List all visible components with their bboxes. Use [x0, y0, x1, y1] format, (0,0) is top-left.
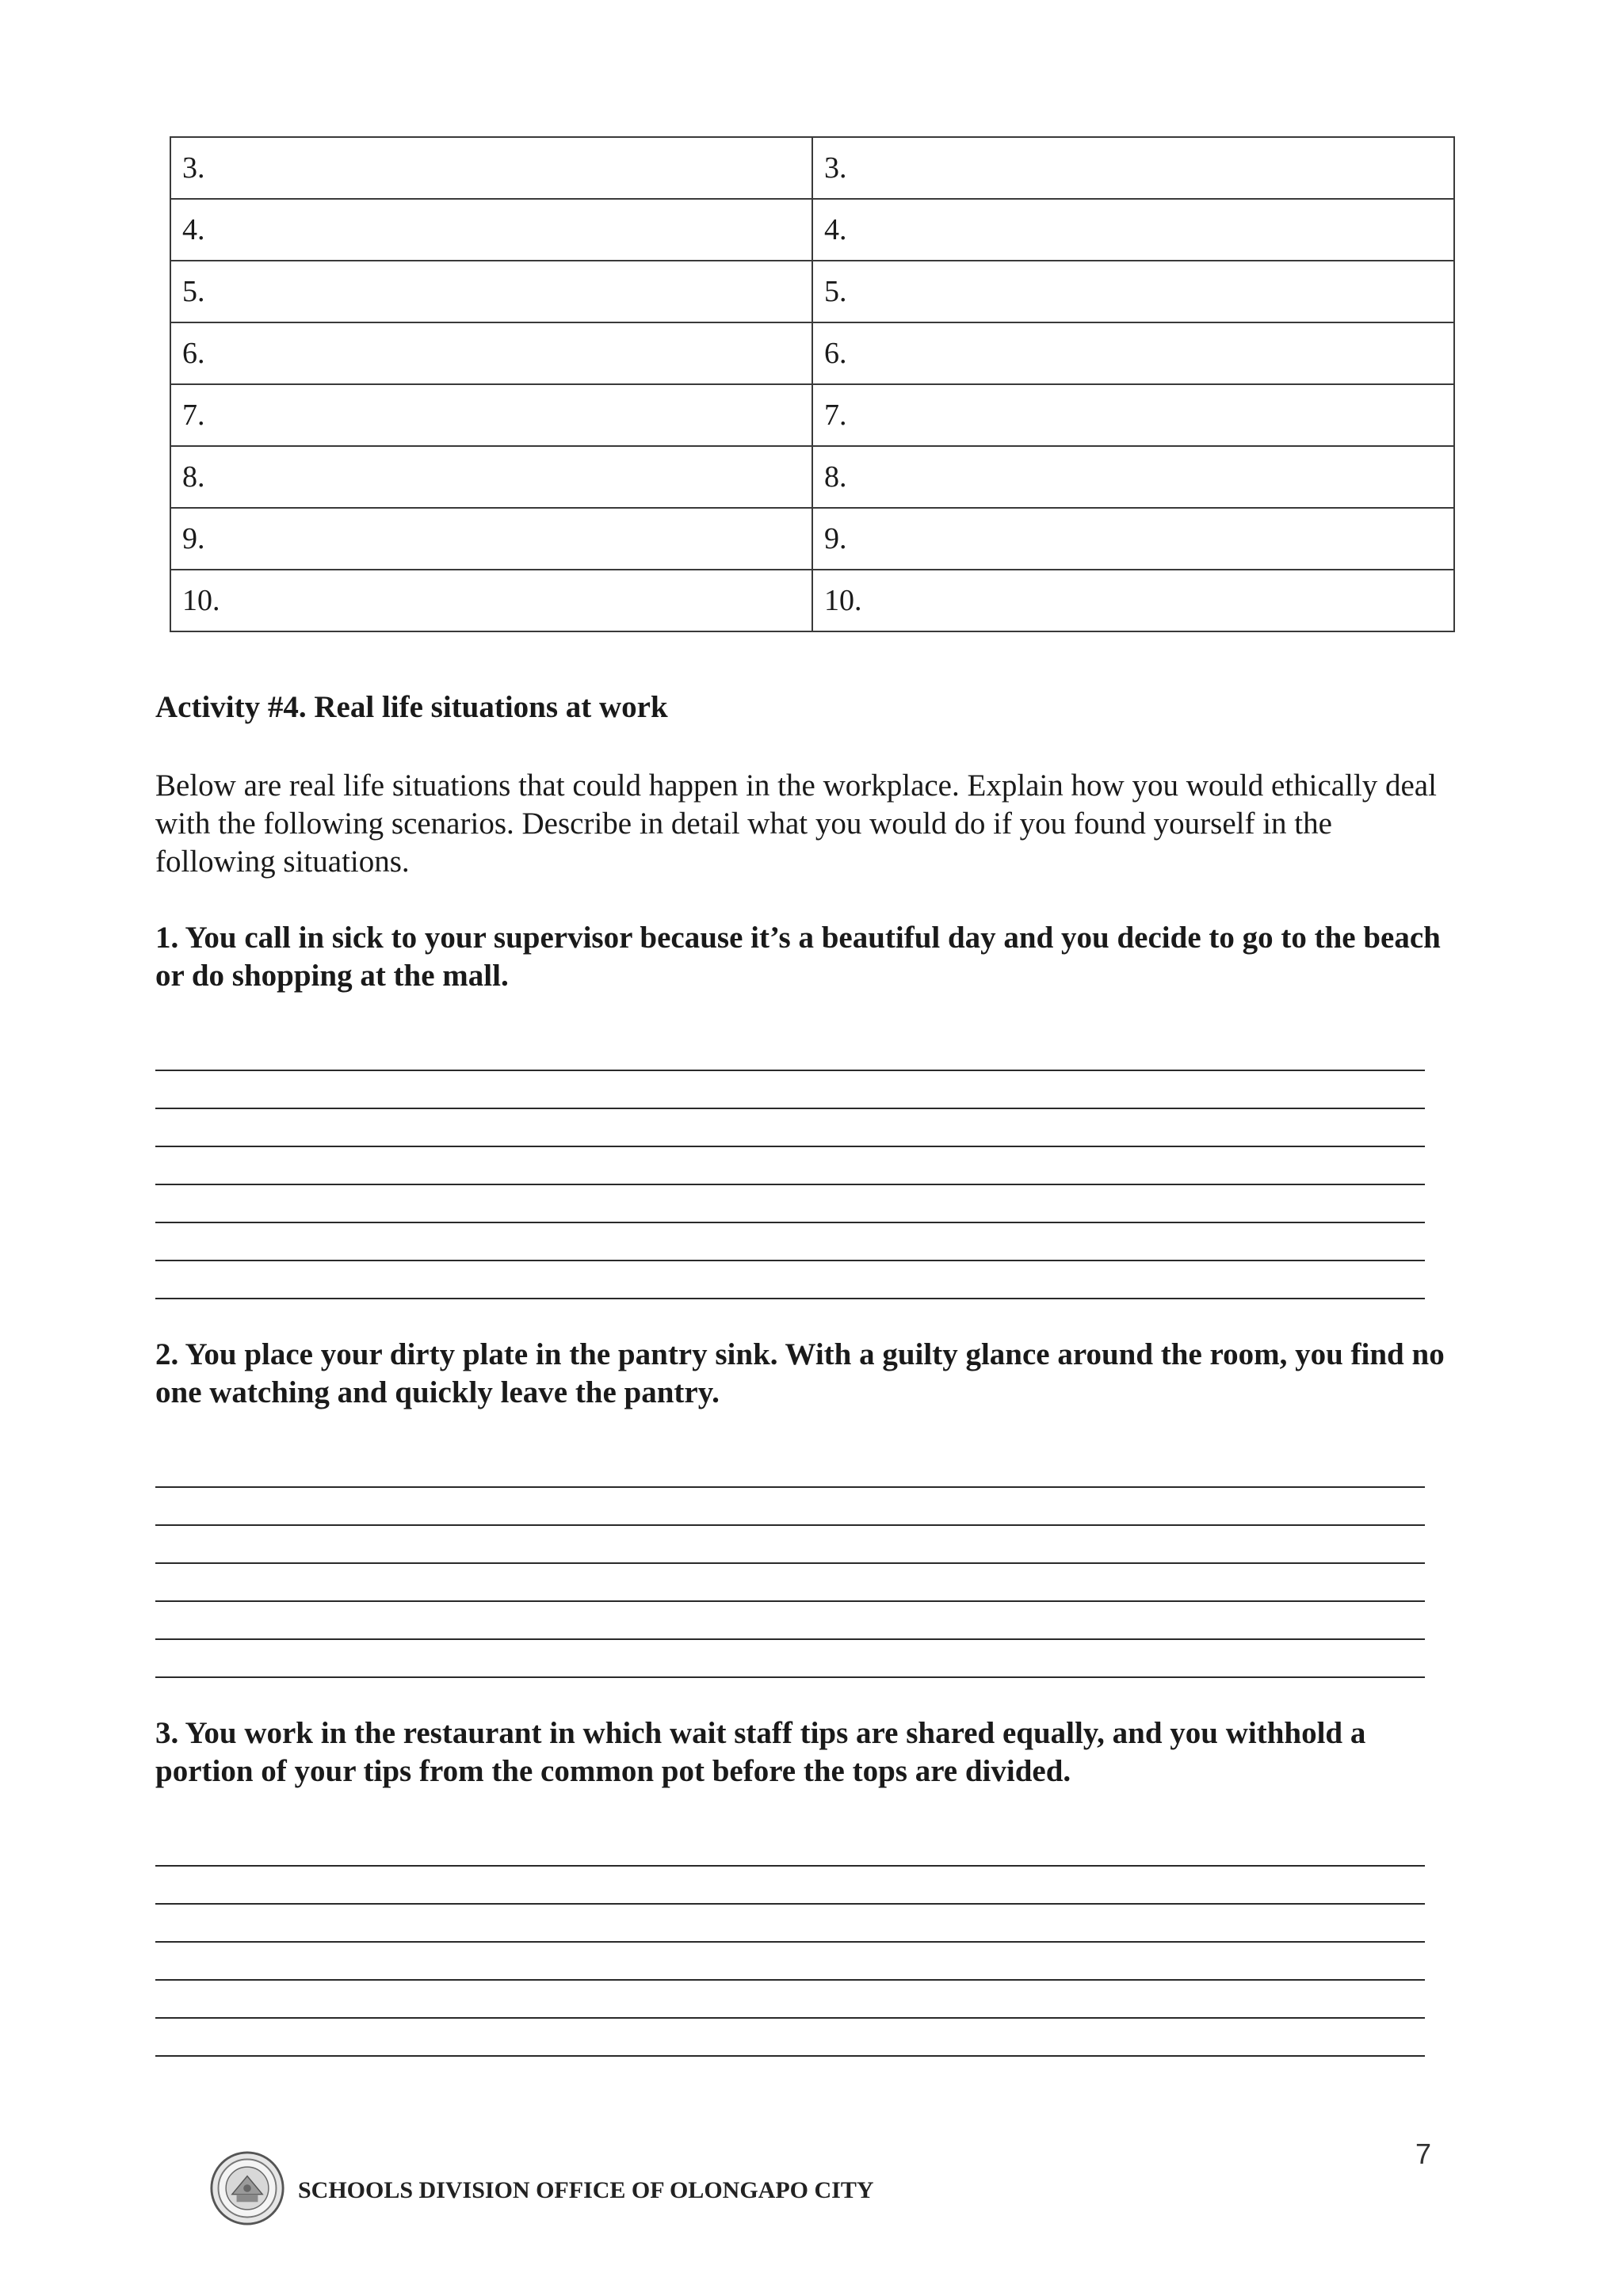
- answer-line[interactable]: [155, 1185, 1425, 1223]
- table-cell-right[interactable]: 8.: [812, 446, 1454, 508]
- table-cell-left[interactable]: 6.: [170, 322, 812, 384]
- table-cell-left[interactable]: 9.: [170, 508, 812, 570]
- table-cell-right[interactable]: 6.: [812, 322, 1454, 384]
- answer-line[interactable]: [155, 1109, 1425, 1147]
- table-row: [170, 261, 1454, 322]
- table-cell-left[interactable]: 7.: [170, 384, 812, 446]
- answer-line[interactable]: [155, 1905, 1425, 1943]
- answer-lines-1[interactable]: [155, 1033, 1425, 1299]
- footer-office-name: SCHOOLS DIVISION OFFICE OF OLONGAPO CITY: [298, 2177, 874, 2203]
- table-cell-left[interactable]: 10.: [170, 570, 812, 631]
- answer-line[interactable]: [155, 1602, 1425, 1640]
- answer-lines-3[interactable]: [155, 1829, 1425, 2057]
- answer-line[interactable]: [155, 1223, 1425, 1261]
- table-row: [170, 322, 1454, 384]
- table-cell-left[interactable]: 5.: [170, 261, 812, 322]
- answer-line[interactable]: [155, 1867, 1425, 1905]
- answer-line[interactable]: [155, 1450, 1425, 1488]
- answer-line[interactable]: [155, 1147, 1425, 1185]
- table-cell-right[interactable]: 9.: [812, 508, 1454, 570]
- division-seal-icon: [209, 2150, 285, 2226]
- question-2: 2. You place your dirty plate in the pantry sink. With a guilty glance around the room, you find no one watching and quickly leave the pantry.: [155, 1337, 1445, 1409]
- answer-lines-2[interactable]: [155, 1450, 1425, 1678]
- table-cell-left[interactable]: 3.: [170, 137, 812, 199]
- answer-line[interactable]: [155, 1526, 1425, 1564]
- table-cell-right[interactable]: 4.: [812, 199, 1454, 261]
- answer-line[interactable]: [155, 1033, 1425, 1071]
- answer-table: [170, 136, 1455, 632]
- table-cell-right[interactable]: 7.: [812, 384, 1454, 446]
- table-row: [170, 199, 1454, 261]
- activity-title: Activity #4. Real life situations at work: [155, 690, 668, 724]
- table-cell-left[interactable]: 8.: [170, 446, 812, 508]
- answer-line[interactable]: [155, 1488, 1425, 1526]
- answer-line[interactable]: [155, 1829, 1425, 1867]
- answer-line[interactable]: [155, 1261, 1425, 1299]
- question-3: 3. You work in the restaurant in which wait staff tips are shared equally, and you withhold a portion of your tips from the common pot before the tops are divided.: [155, 1716, 1366, 1788]
- table-cell-right[interactable]: 10.: [812, 570, 1454, 631]
- table-cell-right[interactable]: 5.: [812, 261, 1454, 322]
- question-1: 1. You call in sick to your supervisor because it’s a beautiful day and you decide to go to the beach or do shopping at the mall.: [155, 921, 1441, 993]
- answer-line[interactable]: [155, 2019, 1425, 2057]
- activity-instructions: Below are real life situations that could happen in the workplace. Explain how you would ethically deal with the following scenarios. Describe in detail what you would do if you found yourself in the following situations.: [155, 769, 1437, 879]
- table-cell-right[interactable]: 3.: [812, 137, 1454, 199]
- answer-line[interactable]: [155, 1981, 1425, 2019]
- table-cell-left[interactable]: 4.: [170, 199, 812, 261]
- table-row: [170, 570, 1454, 631]
- answer-line[interactable]: [155, 1564, 1425, 1602]
- table-row: [170, 137, 1454, 199]
- table-row: [170, 508, 1454, 570]
- answer-line[interactable]: [155, 1640, 1425, 1678]
- page-number: 7: [1415, 2138, 1432, 2170]
- answer-line[interactable]: [155, 1943, 1425, 1981]
- table-row: [170, 446, 1454, 508]
- answer-line[interactable]: [155, 1071, 1425, 1109]
- table-row: [170, 384, 1454, 446]
